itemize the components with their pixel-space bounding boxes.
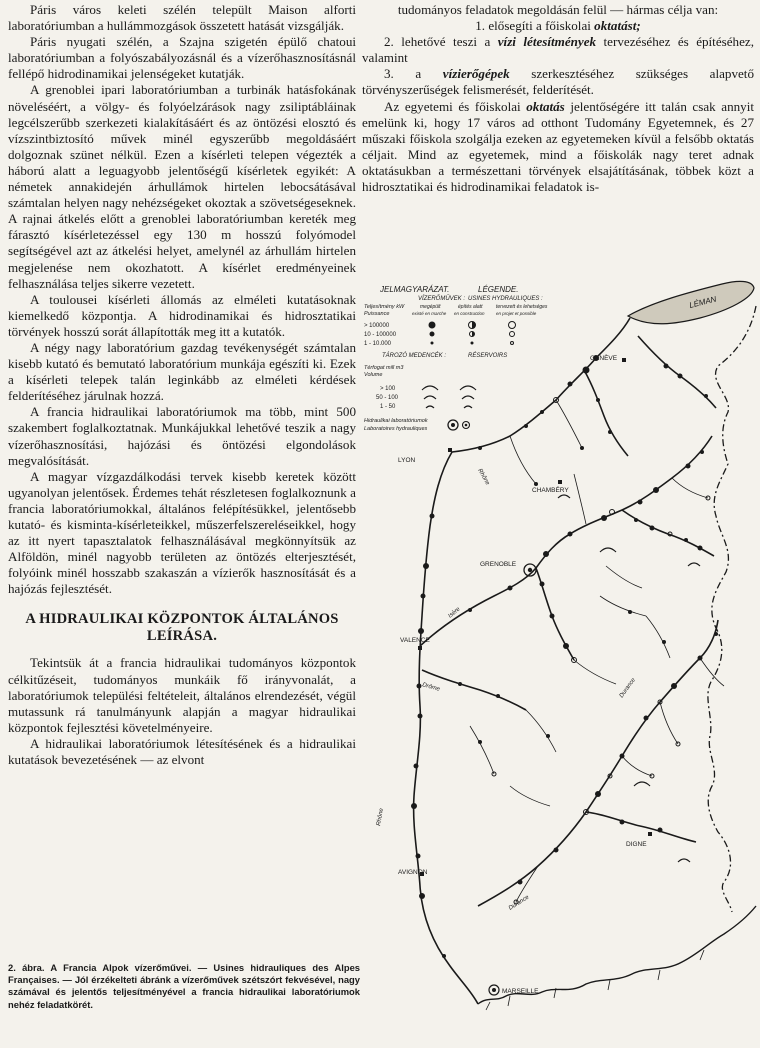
river-label-durance-north: Durance	[618, 677, 637, 700]
goal-text: szerkesztéséhez szükséges alapvető törvényszerűségek felismerését, felderítését.	[362, 66, 754, 98]
paragraph: tudományos feladatok megoldásán felül — hármas célja van:	[397, 2, 719, 17]
tributaries	[470, 400, 724, 902]
paragraph	[362, 99, 754, 196]
city-digne: DIGNE	[626, 841, 647, 848]
goal-text: 3. a	[384, 66, 443, 82]
column-construction-fr: en construction	[454, 311, 485, 316]
paragraph: A francia hidraulikai laboratóriumok ma több, mint 500 szakembert foglalkoztatnak. Munkájukkal lehetővé teszik a nagy vízerőhasznosítási, hajózási és öntözési elgondolások megvalósítását.	[8, 404, 356, 468]
reservoir-header: TÁROZÓ MEDENCÉK :	[382, 353, 447, 359]
legend-title: JELMAGYARÁZAT.	[380, 285, 450, 294]
power-label-fr: Puissance	[364, 311, 390, 317]
marseille-lab-center	[492, 988, 496, 992]
goal-text: 1. elősegíti a főiskolai	[475, 18, 595, 34]
verdon	[586, 812, 696, 842]
rivers	[414, 318, 718, 1004]
power-row: > 100000	[364, 323, 390, 329]
goal-item	[362, 34, 754, 66]
paragraph: A toulousei kísérleti állomás az elméleti kutatásoknak kiemelkedő központja. A hidrodinamikai és hidrosztatikai törvények hosszú sorát állapították meg itt a kutatók.	[8, 291, 356, 339]
volume-label-fr: Volume	[364, 372, 383, 378]
river-label-rhone: Rhône	[476, 468, 491, 487]
lab-label: Hidraulikai laboratóriumok	[364, 418, 428, 424]
reservoirs	[558, 495, 700, 862]
city-lyon: LYON	[398, 457, 416, 464]
national-border	[708, 306, 756, 912]
built-medium-symbol	[430, 332, 435, 337]
volume-row: 50 - 100	[376, 395, 399, 401]
paragraph: A grenoblei ipari laboratóriumban a turbinák hatásfokának növeléséért, a völgy- és folyóelzárások nagy zsiliptábláinak legcélszerűbb szerkezeti kialakításáért és az öntözési elosztó és vízszintbiztosító művek minél egyszerűbb megoldásáért dolgoznak szünet nélkül. Ezen a kísérleti telepen végezték a háború alatt a leguagyobb jelentőségű kísérletek egyikét: A németek annakidején árhullámok hirtelen lebocsátásával számtalan helyen nagy nehézségeket okoztak a szövetségeseknek. A rajnai átkelés előtt a grenoblei laboratóriumban kereték meg fárasztó kísérletezéssel egy 130 m hosszú folyómodel segítségével azt az átkelési helyet, amelynél az árhullám hirtelen megjelenése nem okozhatott. A kísérlet eredményeinek felhasználása teljes sikerre vezetett.	[8, 82, 356, 291]
city-marker	[418, 646, 422, 650]
city-geneve: GENÈVE	[590, 355, 618, 362]
rhone-lower	[414, 452, 478, 1004]
alps-hydropower-map	[360, 266, 758, 1044]
paragraph: Páris város keleti szélén települt Maison alforti laboratóriumban a hullámmozgások összetett hatását vizsgálják.	[8, 2, 356, 34]
column-construction: építés alatt	[458, 304, 483, 310]
isere	[420, 436, 712, 646]
river-label-isere: Isère	[447, 606, 462, 620]
fier	[584, 370, 628, 456]
paragraph-emphasis: oktatás	[526, 98, 565, 114]
power-row: 1 - 10.000	[364, 341, 392, 347]
right-column	[362, 2, 754, 195]
goals-list	[362, 18, 754, 98]
city-chambery: CHAMBÉRY	[532, 487, 569, 494]
rhone-upper	[452, 318, 630, 452]
works-header: VÍZERŐMŰVEK :	[418, 296, 466, 302]
paragraph: A hidraulikai laboratóriumok létesítésének és a hidraulikai kutatások bevezetésének — az elvont	[8, 735, 356, 768]
goal-text: tervezéséhez és építéséhez, valamint	[362, 34, 754, 66]
paragraph: A négy nagy laboratórium gazdag tevékenységét számtalan kisebb kutató és bemutató laboratórium munkája egészíti ki. Ezek a kísérleti telepek talán leginkább az elméleti kérdések felderítéséhez járulnak hozzá.	[8, 339, 356, 404]
volume-row: 1 - 50	[380, 404, 396, 410]
volume-label: Térfogat mill m3	[364, 365, 404, 371]
river-label-durance: Durance	[507, 894, 531, 912]
grenoble-lab-center	[528, 568, 532, 572]
durance	[478, 620, 718, 906]
power-row: 10 - 100000	[364, 332, 397, 338]
paragraph: Tekintsük át a francia hidraulikai tudományos központok célkitűzéseit, tudományos munkáik fő irányvonalát, a laboratóriumok települési feltételeit, általános elrendezését, végül mutassunk rá tanulmányunk alapján a magyar hidraulikai központok fejlesztési követelményeire.	[8, 655, 356, 735]
goal-item	[362, 18, 754, 34]
column-planned: tervezett és lehetséges	[496, 304, 548, 310]
city-marker	[448, 448, 452, 452]
left-column	[8, 2, 356, 768]
goal-emphasis: vízierőgépek	[442, 66, 510, 82]
city-marseille: MARSEILLE	[502, 988, 539, 995]
city-valence: VALENCE	[400, 637, 430, 644]
city-marker	[648, 832, 652, 836]
goal-item	[362, 66, 754, 98]
lab-symbols	[448, 420, 470, 430]
paragraph-text: jelentőségére itt talán csak annyit emelünk ki, hogy 17 város ad otthont Tudomány Egyetemnek, és 27 műszaki főiskola szolgálja ezeken az egyetemeken kívül a felsőbb oktatás céljait. Mind az egyetemek, mind a főiskolák nagy teret adnak oktatásukban a természettani törvények elsajátításának, többek közt a hidrosztatikai és hidrodinamikai feladatok is-	[362, 98, 754, 195]
legend-title-fr: LÉGENDE.	[478, 285, 519, 294]
reservoir-symbols	[422, 386, 476, 408]
lake-label: LÉMAN	[688, 294, 718, 310]
built-large-symbol	[429, 322, 436, 329]
paragraph: Páris nyugati szélén, a Szajna szigetén épülő chatoui laboratóriumban a folyószabályozásnál és a vízerőhasznosításnál fellépő hidrodinamikai jelenségeket kutatják.	[8, 34, 356, 82]
power-stations	[411, 355, 718, 958]
figure-caption: 2. ábra. A Francia Alpok vízerőművei. — Usines hidrauliques des Alpes Françaises. — Jól érzékelteti ábránk a vízerőművek szétszórt fekvésével, nagy számával és jelentős teljesítményével a francia hidraulikai laboratóriumok nehéz feladatkörét.	[8, 962, 360, 1010]
map-legend	[364, 285, 548, 432]
power-label: Teljesítmény kW	[364, 304, 405, 310]
works-header-fr: USINES HYDRAULIQUES :	[468, 296, 543, 302]
volume-row: > 100	[380, 386, 396, 392]
arve	[638, 336, 716, 408]
construction-symbols	[469, 322, 476, 345]
city-avignon: AVIGNON	[398, 869, 428, 876]
river-label-rhone-south: Rhône	[376, 807, 386, 827]
city-marker	[558, 480, 562, 484]
goal-emphasis: oktatást;	[594, 18, 641, 34]
section-heading: A HIDRAULIKAI KÖZPONTOK ÁLTALÁNOS LEÍRÁSA.	[25, 611, 339, 645]
planned-symbols	[509, 322, 516, 345]
river-label-drome: Drôme	[421, 682, 441, 693]
built-small-symbol	[431, 342, 434, 345]
column-built: megépült	[420, 304, 441, 310]
lab-label-fr: Laboratoires hydrauliques	[364, 426, 428, 432]
column-planned-fr: en projet et possible	[496, 311, 537, 316]
city-grenoble: GRENOBLE	[480, 561, 517, 568]
city-marker	[622, 358, 626, 362]
paragraph-text: Az egyetemi és főiskolai	[384, 98, 527, 114]
goal-text: 2. lehetővé teszi a	[384, 34, 498, 50]
paragraph: A magyar vízgazdálkodási tervek kisebb keretek között ugyanolyan jelentősek. Érdemes tehát részletesen foglalkoznunk a francia laboratóriumokkal, általános felépítésükkel, jelentősebb kutató- és kisminta-kísérleteikkel, műszerfelszereléseikkel, hogy az itt nyert tapasztalatok felhasználásával megkönnyítsük az Alföldön, minél nagyobb területen az öntözés elterjesztését, folyóink minél hosszabb szakaszán a vízierők hasznosítását és a hajózás fejlesztését.	[8, 468, 356, 597]
reservoir-header-fr: RÉSERVOIRS	[468, 353, 508, 359]
goal-emphasis: vízi létesítmények	[497, 34, 597, 50]
column-built-fr: existé en marche	[412, 311, 447, 316]
